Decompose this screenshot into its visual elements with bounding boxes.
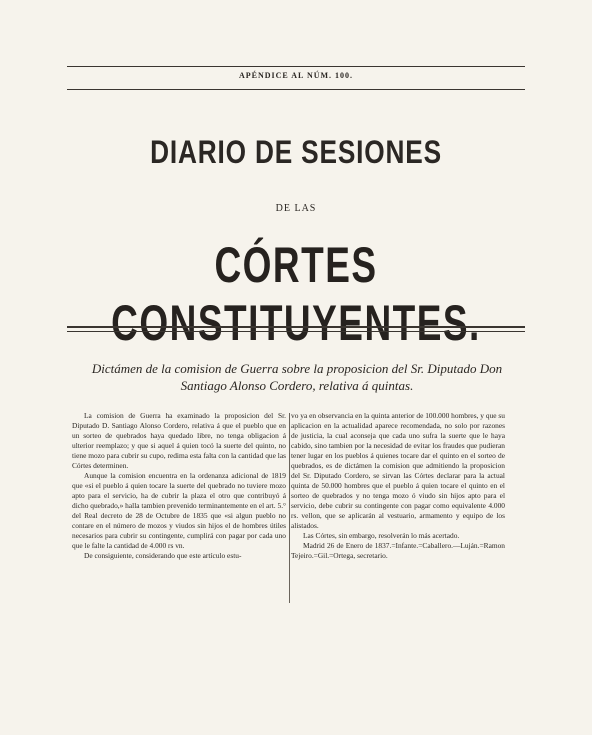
body-columns: [72, 411, 524, 611]
section-heading-line1: Dictámen de la comision de Guerra sobre la proposicion del Sr. Diputado Don: [91, 361, 503, 376]
left-paragraph-2: Aunque la comision encuentra en la ordenanza adicional de 1819 que «si el pueblo á quien tocare la suerte del quebrado no tuviere mozo apto para el servicio, ha de cubrir la plaza el otro que contribuyó á dicho quebrado,» halla tambien prevenido terminantemente en el art. 5.° del Real decreto de 28 de Octubre de 1835 que «si algun pueblo no contare en el número de mozos y viudos sin hijos el de hombres útiles necesarios para cubrir su contingente, cumplirá con pagar por cada uno que le falte la cantidad de 4.000 rs vn.: [72, 471, 286, 550]
masthead-title-big: CÓRTES CONSTITUYENTES.: [111, 237, 481, 351]
masthead-subtitle: DE LAS: [275, 203, 317, 214]
right-paragraph-2: Las Córtes, sin embargo, resolverán lo más acertado.: [303, 531, 460, 540]
masthead-title: DIARIO DE SESIONES: [150, 134, 442, 170]
signature-line: Madrid 26 de Enero de 1837.=Infante.=Caballero.—Luján.=Ramon Tejeiro.=Gil.=Ortega, secretario.: [291, 541, 505, 560]
left-paragraph-1: La comision de Guerra ha examinado la proposicion del Sr. Diputado D. Santiago Alonso Cordero, relativa á que el pueblo que en un sorteo de quebrados haya quedado libre, no tenga obligacion á ulterior reemplazo; y que si aquel á quien tocó la suerte del quinto, no tiene mozo para cubrir su cupo, redima esta falta con la cantidad que las Córtes determinen.: [72, 411, 286, 470]
right-column: [291, 411, 505, 561]
top-rule: [67, 66, 525, 67]
appendix-label: APÉNDICE AL NÚM. 100.: [238, 71, 354, 80]
section-heading-line2: Santiago Alonso Cordero, relativa á quintas.: [180, 378, 414, 393]
section-heading: [66, 360, 528, 394]
left-column: [72, 411, 286, 561]
masthead-rule-bottom: [67, 331, 525, 332]
right-paragraph-1: vo ya en observancia en la quinta anterior de 100.000 hombres, y que su aplicacion en la actualidad aparece recomendada, no solo por razones de justicia, la cual aconseja que cada uno sufra la suerte que le haya cabido, sino tambien por la necesidad de evitar los fraudes que pudieran tener lugar en los pueblos á quienes tocare dar el quinto en el sorteo de quebrados, es de dictámen la comision que admitiendo la proposicion del Sr. Diputado Cordero, se sirvan las Córtes declarar para la actual quinta de 50.000 hombres que el pueblo á quien tocare el quinto en el sorteo de quebrados y no tenga mozo ó viudo sin hijos apto para el servicio, debe cubrir su contingente con pagar como equivalente 4.000 rs. vellon, que se aplicarán al vestuario, armamento y equipo de los alistados.: [291, 411, 505, 530]
appendix-rule: [67, 89, 525, 90]
column-divider: [289, 413, 290, 603]
left-paragraph-3: De consiguiente, considerando que este artículo estu-: [84, 551, 242, 560]
masthead-rule-top: [67, 326, 525, 328]
